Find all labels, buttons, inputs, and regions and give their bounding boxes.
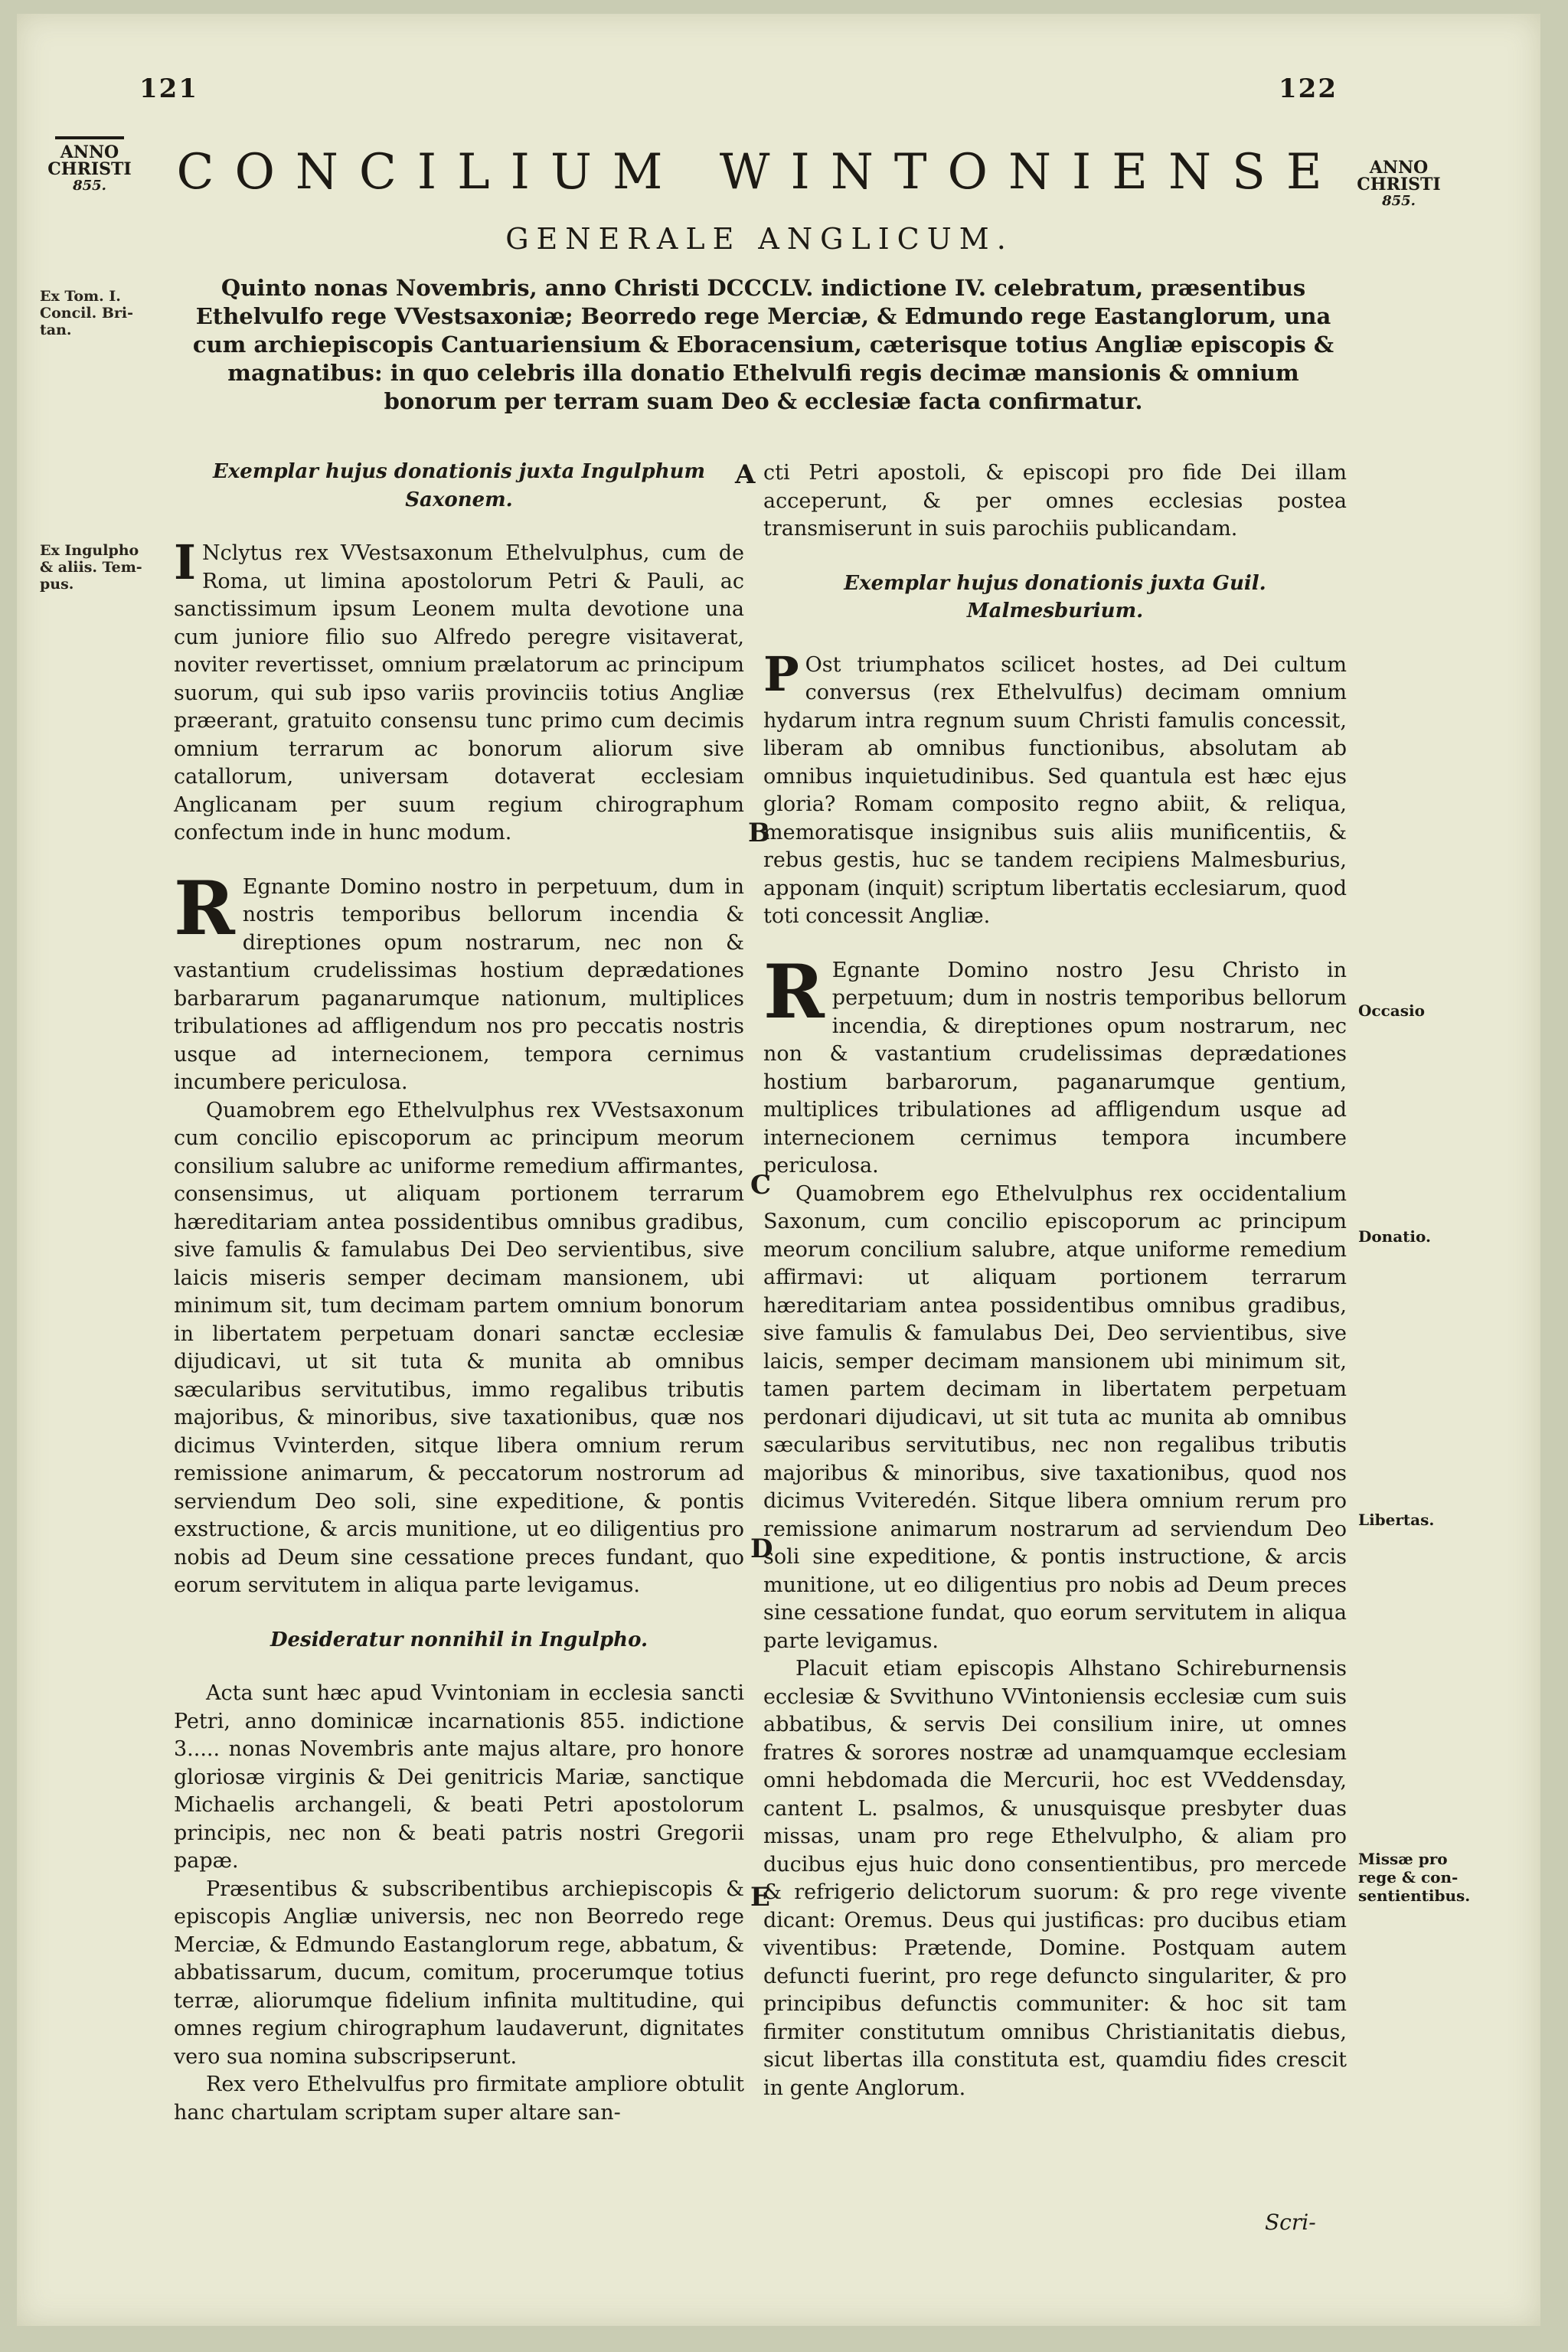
drop-cap: R	[763, 948, 825, 1035]
anno-label: ANNO	[1369, 158, 1429, 178]
side-note-libertas: Libertas.	[1358, 1511, 1435, 1529]
left-paragraph-2	[174, 864, 744, 1097]
right-paragraph-0: cti Petri apostoli, & episcopi pro fide Dei illam acceperunt, & per omnes ecclesias postea transmiserunt in suis parochiis publicandam.	[763, 461, 1347, 541]
margin-note-line: tan.	[40, 322, 72, 338]
left-paragraph-1	[174, 534, 744, 848]
margin-note-line: & aliis. Tem-	[40, 559, 142, 576]
section-letter-c: C	[750, 1170, 772, 1200]
margin-note-source-2	[40, 542, 142, 593]
page	[17, 14, 1540, 2326]
side-note-line: rege & con-	[1358, 1868, 1459, 1886]
left-paragraph-6: Rex vero Ethelvulfus pro firmitate ampliore obtulit hanc chartulam scriptam super altare san-	[174, 2073, 744, 2125]
margin-note-line: Ex Tom. I.	[40, 288, 121, 305]
margin-note-line: pus.	[40, 576, 74, 593]
left-paragraph-4: Acta sunt hæc apud Vvintoniam in ecclesia sancti Petri, anno dominicæ incarnationis 855. indictione 3..... nonas Novembris ante majus altare, pro honore gloriosæ virginis & Dei genitricis Mariæ, sanctique Michaelis archangeli, & beati Petri apostolorum principis, nec non & beati patris nostri Gregorii papæ.	[174, 1681, 744, 1873]
margin-note-source-1	[40, 288, 133, 338]
section-letter-e: E	[750, 1882, 770, 1913]
left-heading-desideratur: Desideratur nonnihil in Ingulpho.	[270, 1628, 648, 1651]
right-paragraph-4: Placuit etiam episcopis Alhstano Schireburnensis ecclesiæ & Svvithuno VVintoniensis ecclesiæ cum suis abbatibus, & servis Dei consilium inire, ut omnes fratres & sorores nostræ ad unamquamque ecclesiam omni hebdomada die Mercurii, hoc est VVeddensday, cantent L. psalmos, & unusquisque presbyter duas missas, unam pro rege Ethelvulpho, & aliam pro ducibus ejus huic dono consentientibus, pro mercede & refrigerio delictorum suorum: & pro rege vivente dicant: Oremus. Deus qui justificas: pro ducibus etiam viventibus: Prætende, Domine. Postquam autem defuncti fuerint, pro rege defuncto singulariter, & pro principibus defunctis communiter: & hoc sit tam firmiter constitutum omnibus Christianitatis diebus, sicut libertas illa constituta est, quamdiu fides crescit in gente Anglorum.	[763, 1657, 1347, 2100]
intro-paragraph: Quinto nonas Novembris, anno Christi DCCCLV. indictione IV. celebratum, præsentibus Ethelvulfo rege VVestsaxoniæ; Beorredo rege Merciæ, & Edmundo rege Eastanglorum, una cum archiepiscopis Cantuariensium & Eboracensium, cæterisque totius Angliæ episcopis & magnatibus: in quo celebris illa donatio Ethelvulfi regis decimæ mansionis & omnium bonorum per terram suam Deo & ecclesiæ facta confirmatur.	[192, 275, 1334, 414]
drop-cap: I	[174, 534, 197, 590]
side-note-line: sentientibus.	[1358, 1886, 1471, 1905]
anno-christi-right	[1349, 159, 1449, 210]
drop-cap: P	[763, 645, 799, 702]
christi-label: CHRISTI	[1357, 175, 1441, 194]
section-letter-b: B	[748, 818, 770, 848]
anno-label: ANNO	[60, 142, 119, 162]
right-paragraph-2	[763, 948, 1347, 1181]
drop-cap: R	[174, 864, 235, 952]
anno-year: 855.	[73, 178, 106, 194]
right-heading-malmesbury: Exemplar hujus donationis juxta Guil. Malmesburium.	[844, 571, 1266, 622]
section-letter-a: A	[735, 459, 756, 490]
anno-christi-left	[47, 136, 132, 194]
page-number-left: 121	[139, 74, 198, 104]
paragraph-text: Egnante Domino nostro in perpetuum, dum in nostris temporibus bellorum incendia & direptiones opum nostrarum, nec non & vastantium crudelissimas hostium deprædationes barbararum paganarumque nationum, multiplices tribulationes ad affligendum nos pro peccatis nostris usque ad internecionem, tempora cernimus incumbere periculosa.	[174, 874, 744, 1094]
page-subtitle: GENERALE ANGLICUM.	[505, 222, 1014, 256]
side-note-missae	[1358, 1850, 1470, 1905]
left-paragraph-3: Quamobrem ego Ethelvulphus rex VVestsaxonum cum concilio episcoporum ac principum meorum consilium salubre ac uniforme remedium affirmantes, consensimus, ut aliquam portionem terrarum hæreditariam antea possidentibus omnibus gradibus, sive famulis & famulabus Dei Deo servientibus, sive laicis miseris semper decimam mansionem, ubi minimum sit, tum decimam partem omnium bonorum in libertatem perpetuam donari sanctæ ecclesiæ dijudicavi, ut sit tuta & munita ab omnibus sæcularibus servitutibus, immo regalibus tributis majoribus, & minoribus, sive taxationibus, quæ nos dicimus Vvinterden, sitque libera omnium rerum remissione animarum, & peccatorum nostrorum ad serviendum Deo soli, sine expeditione, & pontis exstructione, & arcis munitione, ut eo diligentius pro nobis ad Deum sine cessatione preces fundant, quo eorum servitutem in aliqua parte levigamus.	[174, 1098, 744, 1597]
christi-label: CHRISTI	[47, 159, 132, 179]
anno-year: 855.	[1382, 193, 1416, 209]
paragraph-text: Nclytus rex VVestsaxonum Ethelvulphus, cum de Roma, ut limina apostolorum Petri & Pauli, ac sanctissimum ipsum Leonem multa devotione una cum juniore filio suo Alfredo peregre visitaverat, noviter revertisset, omnium prælatorum ac principum suorum, qui sub ipso variis provinciis totius Angliæ præerant, gratuito consensu tunc primo cum decimis omnium terrarum ac bonorum aliorum sive catallorum, universam dotaverat ecclesiam Anglicanam per suum regium chirographum confectum inde in hunc modum.	[174, 541, 744, 844]
side-note-line: Missæ pro	[1358, 1850, 1448, 1868]
section-letter-d: D	[750, 1534, 773, 1564]
left-column	[174, 458, 744, 2127]
page-number-right: 122	[1279, 74, 1338, 104]
catchword: Scri-	[1265, 2210, 1316, 2235]
paragraph-text: Ost triumphatos scilicet hostes, ad Dei cultum conversus (rex Ethelvulfus) decimam omnium hydarum intra regnum suum Christi famulis concessit, liberam ab omnibus functionibus, absolutam ab omnibus inquietudinibus. Sed quantula est hæc ejus gloria? Romam composito regno abiit, & reliqua, memoratisque insignibus suis aliis munificentiis, & rebus gestis, huc se tandem recipiens Malmesburius, apponam (inquit) scriptum libertatis ecclesiarum, quod toti concessit Angliæ.	[763, 652, 1347, 928]
margin-note-line: Concil. Bri-	[40, 305, 134, 322]
right-column	[763, 459, 1347, 2102]
side-note-occasio: Occasio	[1358, 1001, 1425, 1020]
paragraph-text: Egnante Domino nostro Jesu Christo in perpetuum; dum in nostris temporibus bellorum incendia, & direptiones opum nostrarum, nec non & vastantium crudelissimas deprædationes hostium barbarorum, paganarumque gentium, multiplices tribulationes ad affligendum usque ad internecionem cernimus tempora incumbere periculosa.	[763, 958, 1347, 1178]
left-paragraph-5: Præsentibus & subscribentibus archiepiscopis & episcopis Angliæ universis, nec non Beorredo rege Merciæ, & Edmundo Eastanglorum rege, abbatum, & abbatissarum, ducum, comitum, procerumque totius terræ, aliorumque fidelium infinita multitudine, qui omnes regium chirographum laudaverunt, dignitates vero sua nomina subscripserunt.	[174, 1877, 744, 2069]
margin-note-line: Ex Ingulpho	[40, 542, 139, 559]
page-title: CONCILIUM WINTONIENSE	[176, 144, 1343, 201]
right-paragraph-1	[763, 645, 1347, 931]
side-note-donatio: Donatio.	[1358, 1227, 1431, 1246]
right-paragraph-3: Quamobrem ego Ethelvulphus rex occidentalium Saxonum, cum concilio episcoporum ac principum meorum concilium salubre, atque uniforme remedium affirmavi: ut aliquam portionem terrarum hæreditariam antea possidentibus omnibus gradibus, sive famulis & famulabus Dei, Deo servientibus, sive laicis, semper decimam mansionem ubi minimum sit, tamen partem decimam in libertatem perpetuam perdonari dijudicavi, ut sit tuta ac munita ab omnibus sæcularibus servitutibus, nec non regalibus tributis majoribus & minoribus, sive taxationibus, quod nos dicimus Vviteredén. Sitque libera omnium rerum pro remissione animarum nostrarum ad serviendum Deo soli sine expeditione, & pontis instructione, & arcis munitione, ut eo diligentius pro nobis ad Deum preces sine cessatione fundat, quo eorum servitutem in aliqua parte levigamus.	[763, 1181, 1347, 1653]
left-heading-ingulphus: Exemplar hujus donationis juxta Ingulphum Saxonem.	[212, 460, 706, 511]
